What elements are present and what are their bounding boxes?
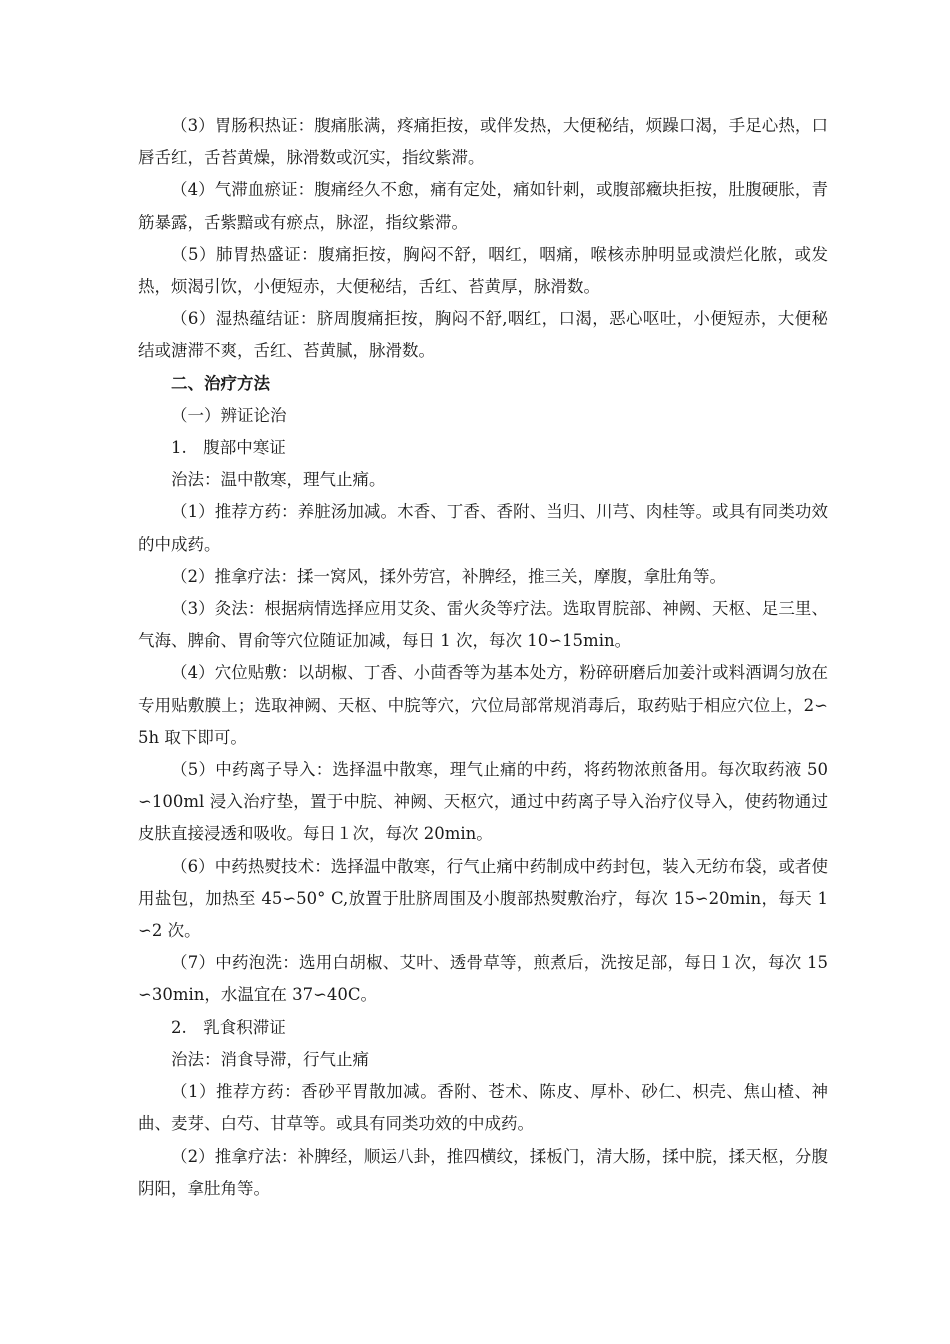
section-heading-treatment: 二、治疗方法 (171, 373, 270, 393)
paragraph-1-4: （4）穴位贴敷：以胡椒、丁香、小茴香等为基本处方，粉碎研磨后加姜汁或料酒调匀放在专用贴敷膜上；选取神阙、天枢、中脘等穴，穴位局部常规消毒后，取药贴于相应穴位上，2∽5h 取下即可。 (138, 663, 828, 747)
paragraph-1-6: （6）中药热熨技术：选择温中散寒，行气止痛中药制成中药封包，装入无纺布袋，或者使用盐包，加热至 45∽50° C,放置于肚脐周围及小腹部热熨敷治疗，每次 15∽20min，每天 1∽2 次。 (138, 856, 828, 941)
document-page (138, 110, 828, 1205)
paragraph-1-2: （2）推拿疗法：揉一窝风，揉外劳宫，补脾经，推三关，摩腹，拿肚角等。 (171, 566, 726, 586)
treatment-principle-1: 治法：温中散寒，理气止痛。 (171, 470, 386, 490)
paragraph-2-2: （2）推拿疗法：补脾经，顺运八卦，推四横纹，揉板门，清大肠，揉中脘，揉天枢，分腹阴阳，拿肚角等。 (138, 1146, 828, 1198)
treatment-principle-2: 治法：消食导滞，行气止痛 (171, 1049, 369, 1069)
subsection-heading: （一）辨证论治 (171, 405, 287, 425)
paragraph-1-5: （5）中药离子导入：选择温中散寒，理气止痛的中药，将药物浓煎备用。每次取药液 50∽100ml 浸入治疗垫，置于中脘、神阙、天枢穴，通过中药离子导入治疗仪导入，使药物通过皮肤直接浸透和吸收。每日１次，每次 20min。 (138, 760, 828, 844)
paragraph-2-1: （1）推荐方药：香砂平胃散加减。香附、苍术、陈皮、厚朴、砂仁、枳壳、焦山楂、神曲、麦芽、白芍、甘草等。或具有同类功效的中成药。 (138, 1082, 828, 1134)
item-heading-2: 2. 乳食积滞证 (171, 1017, 286, 1037)
paragraph-syndrome-3: （3）胃肠积热证：腹痛胀满，疼痛拒按，或伴发热，大便秘结，烦躁口渴，手足心热，口唇舌红，舌苔黄燥，脉滑数或沉实，指纹紫滞。 (138, 116, 828, 168)
item-heading-1: 1. 腹部中寒证 (171, 438, 286, 458)
paragraph-syndrome-6: （6）湿热蕴结证：脐周腹痛拒按，胸闷不舒,咽红，口渴，恶心呕吐，小便短赤，大便秘结或溏滞不爽，舌红、苔黄腻，脉滑数。 (138, 309, 828, 361)
paragraph-syndrome-5: （5）肺胃热盛证：腹痛拒按，胸闷不舒，咽红，咽痛，喉核赤肿明显或溃烂化脓，或发热，烦渴引饮，小便短赤，大便秘结，舌红、苔黄厚，脉滑数。 (138, 244, 828, 297)
paragraph-1-7: （7）中药泡洗：选用白胡椒、艾叶、透骨草等，煎煮后，洗按足部，每日１次，每次 15∽30min，水温宜在 37∽40C。 (138, 953, 828, 1005)
paragraph-syndrome-4: （4）气滞血瘀证：腹痛经久不愈，痛有定处，痛如针刺，或腹部癥块拒按，肚腹硬胀，青筋暴露，舌紫黯或有瘀点，脉涩，指纹紫滞。 (138, 180, 828, 232)
paragraph-1-3: （3）灸法：根据病情选择应用艾灸、雷火灸等疗法。选取胃脘部、神阙、天枢、足三里、气海、脾俞、胃俞等穴位随证加减，每日 1 次，每次 10∽15min。 (138, 599, 828, 651)
paragraph-1-1: （1）推荐方药：养脏汤加减。木香、丁香、香附、当归、川芎、肉桂等。或具有同类功效的中成药。 (138, 502, 828, 554)
